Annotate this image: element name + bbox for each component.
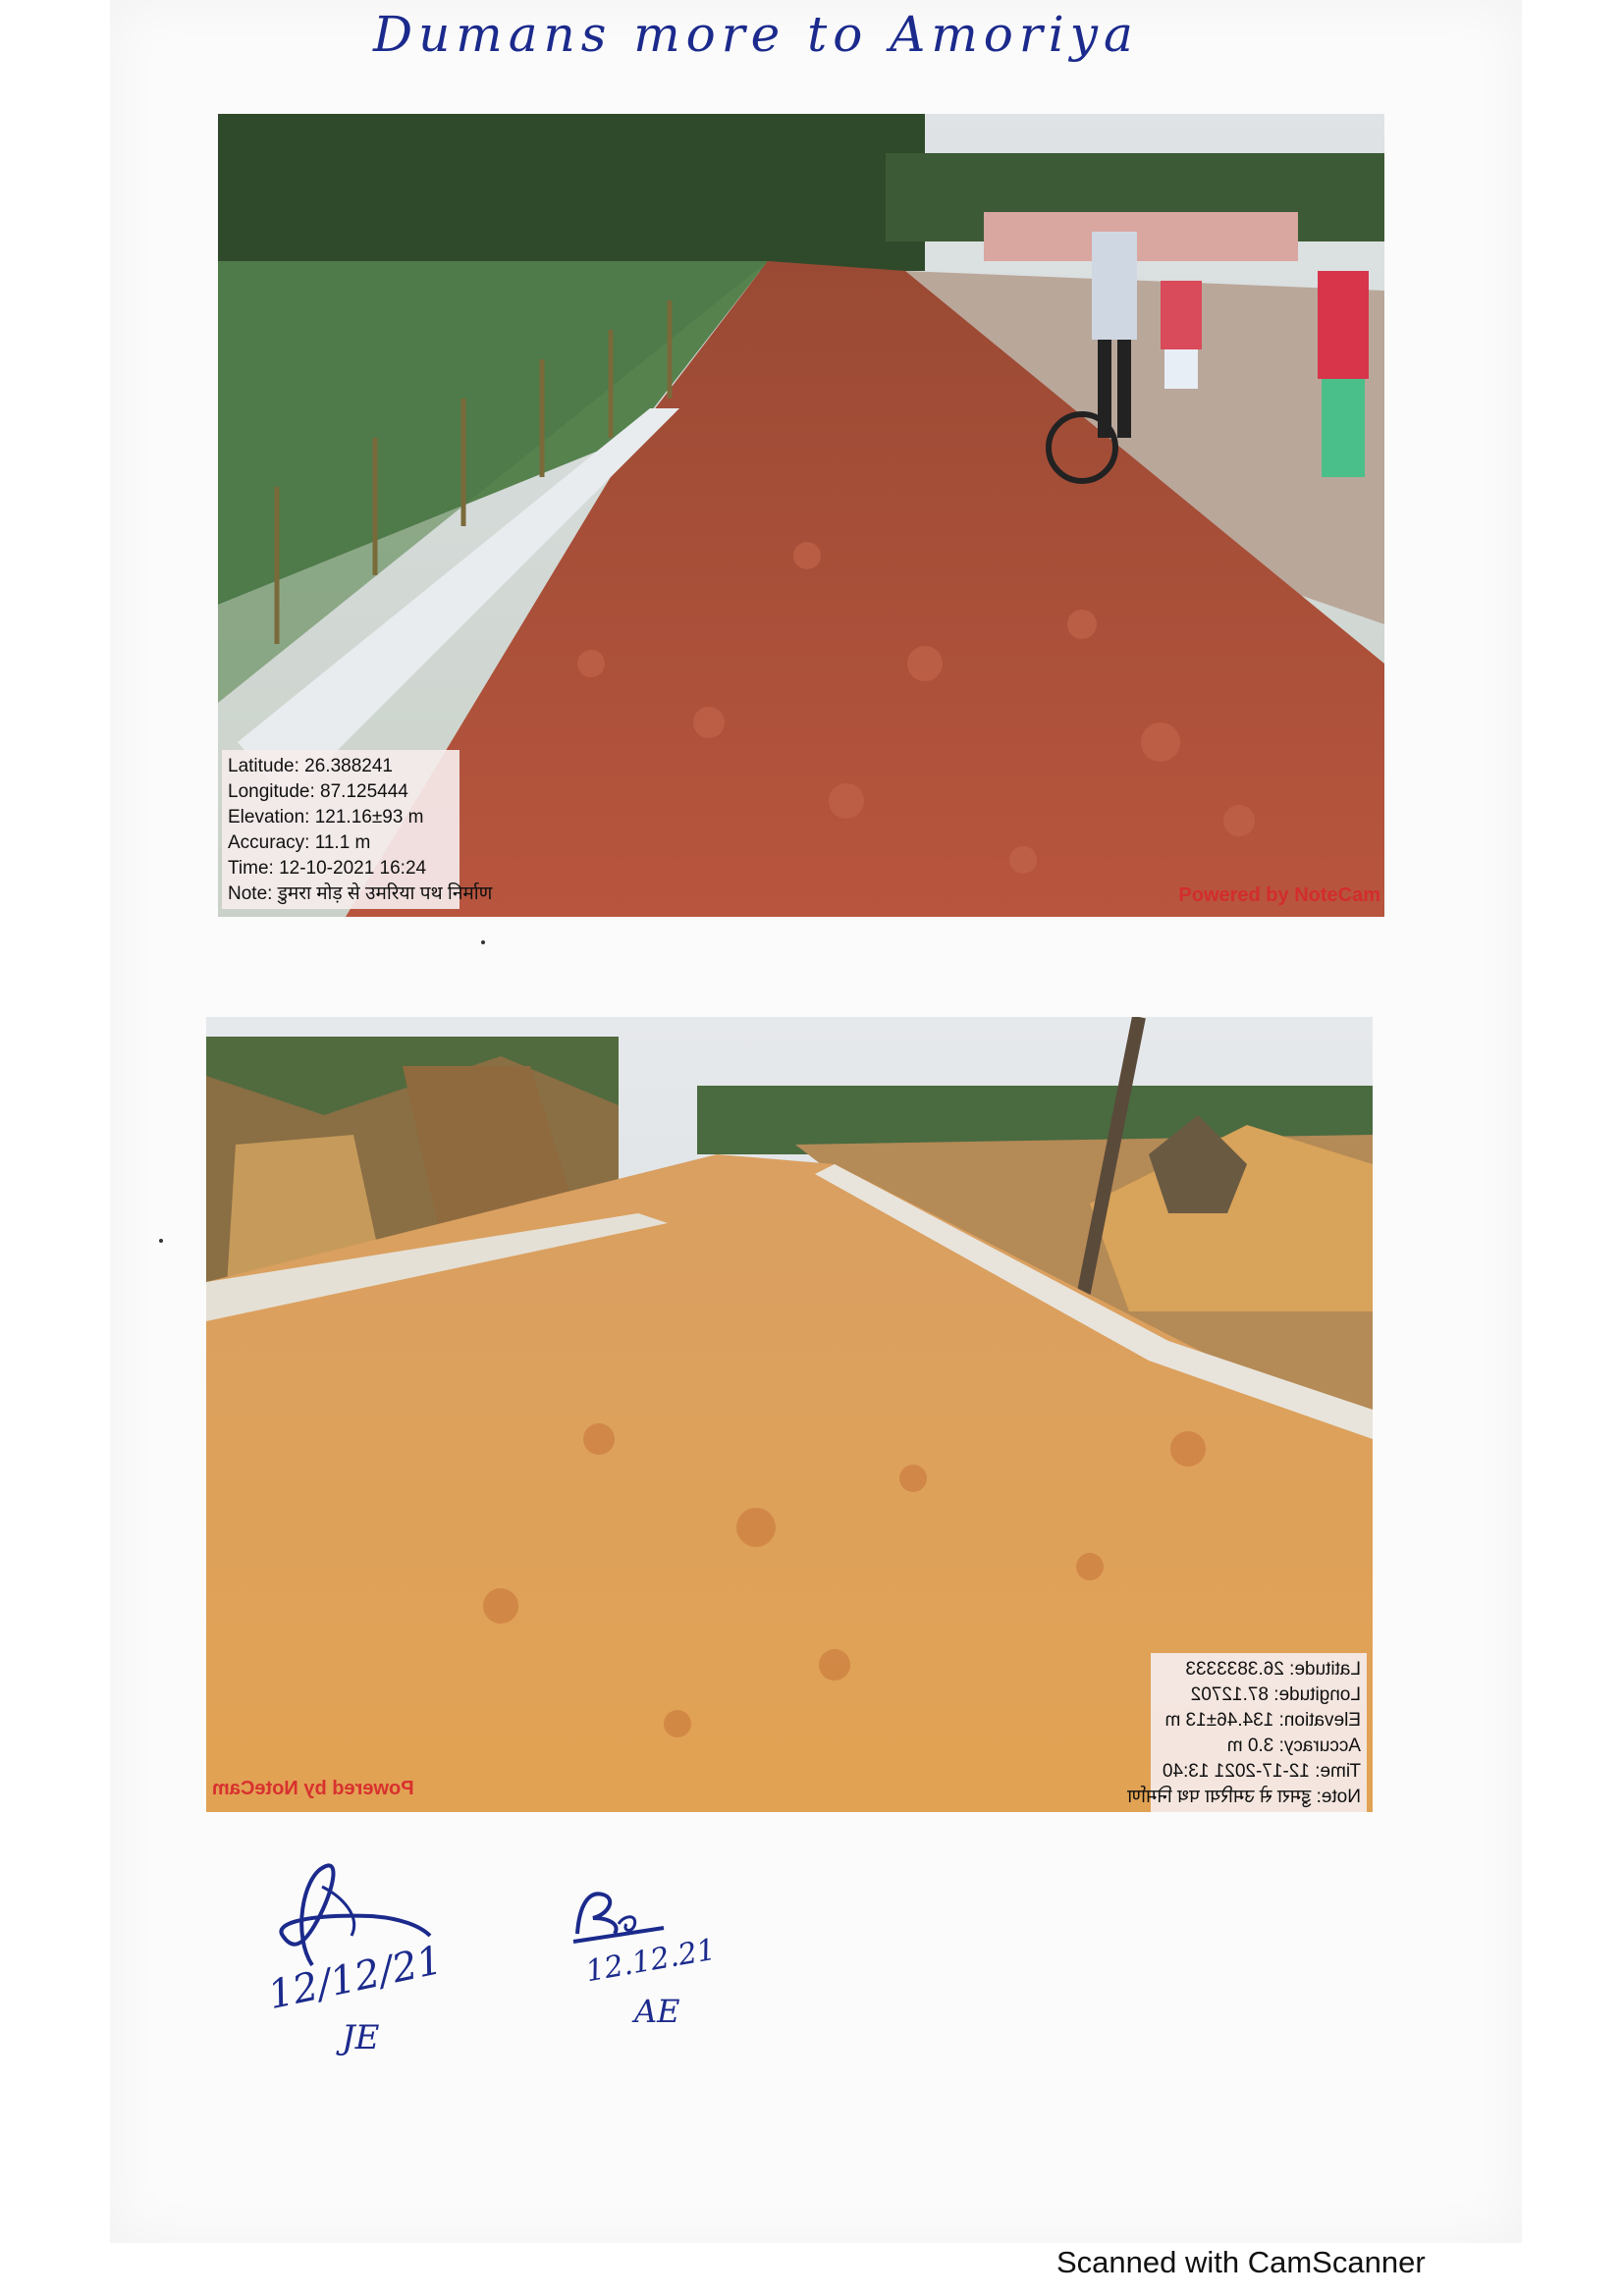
- notecam-watermark: Powered by NoteCam: [212, 1778, 414, 1799]
- signature-date: 12.12.21: [582, 1932, 719, 1990]
- signature-ae: [560, 1885, 736, 2052]
- gps-longitude: Longitude: 87.125444: [228, 781, 408, 802]
- gps-note: Note: डुमरा मोड़ से उमरिया पथ निर्माण: [228, 883, 493, 904]
- gps-latitude: Latitude: 26.388241: [228, 756, 393, 776]
- gps-elevation: Elevation: 134.46±13 m: [1164, 1710, 1361, 1731]
- signature-je: [253, 1857, 450, 2083]
- site-photo-1: [218, 114, 1384, 917]
- gps-time: Time: 12-10-2021 16:24: [228, 858, 427, 879]
- notecam-watermark: Powered by NoteCam: [1178, 884, 1380, 906]
- gps-note: Note: डुमरा से उमरिया पथ निर्माण: [1127, 1787, 1361, 1807]
- gps-accuracy: Accuracy: 11.1 m: [228, 832, 371, 853]
- signature-role: JE: [342, 2018, 380, 2057]
- scan-speck: [159, 1239, 163, 1243]
- handwritten-title: Dumans more to Amoriya: [373, 6, 1139, 63]
- gps-stamp-1: [222, 750, 493, 909]
- scan-margin-left: [0, 0, 110, 2296]
- camscanner-footer-text: Scanned with CamScanner: [1056, 2245, 1426, 2279]
- gps-accuracy: Accuracy: 3.0 m: [1226, 1735, 1361, 1756]
- signature-date: 12/12/21: [264, 1937, 447, 2019]
- site-photo-2: [206, 1017, 1373, 1812]
- gps-longitude: Longitude: 87.12702: [1190, 1684, 1361, 1705]
- gps-time: Time: 12-17-2021 13:40: [1162, 1761, 1361, 1782]
- gps-elevation: Elevation: 121.16±93 m: [228, 807, 424, 828]
- signature-scribble: [569, 1885, 687, 1944]
- gps-stamp-2: [1127, 1653, 1367, 1812]
- signature-role: AE: [634, 1993, 680, 2030]
- scan-margin-right: [1522, 0, 1623, 2296]
- scan-speck: [481, 940, 485, 944]
- gps-latitude: Latitude: 26.3833333: [1185, 1659, 1361, 1680]
